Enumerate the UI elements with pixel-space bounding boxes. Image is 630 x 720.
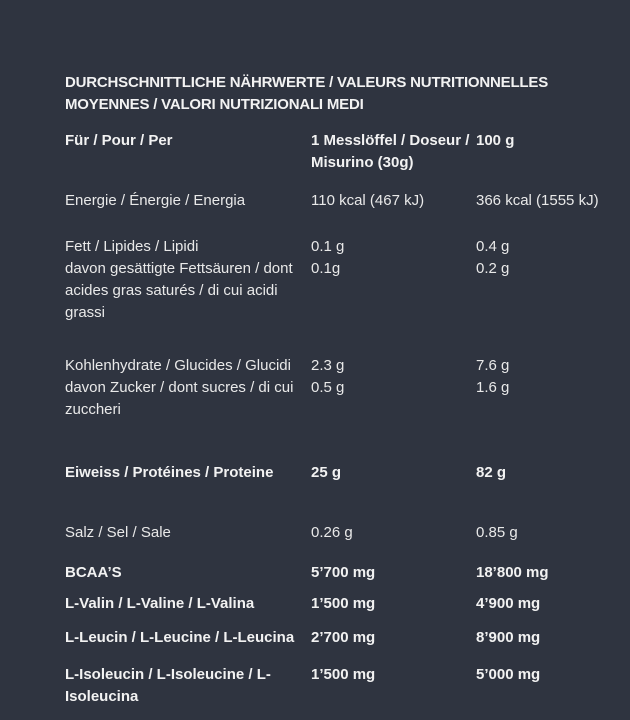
row-per-serving: 25 g: [311, 464, 342, 481]
header-label: Für / Pour / Per: [65, 132, 173, 149]
row-per-serving: 2’700 mg: [311, 629, 376, 646]
row-label: Eiweiss / Protéines / Proteine: [65, 464, 274, 481]
row-label: L-Isoleucin / L-Isoleucine / L-Isoleucina: [65, 666, 271, 705]
row-label: L-Valin / L-Valine / L-Valina: [65, 595, 255, 612]
header-per-100g: 100 g: [476, 132, 515, 149]
row-per-100g: 4’900 mg: [476, 595, 541, 612]
row-per-100g: 7.6 g: [476, 357, 510, 374]
row-per-serving: 1’500 mg: [311, 595, 376, 612]
row-per-serving: 0.1 g: [311, 238, 345, 255]
row-per-100g: 0.4 g: [476, 238, 510, 255]
row-label: BCAA’S: [65, 564, 122, 581]
row-per-100g: 1.6 g: [476, 379, 510, 396]
row-per-100g: 18’800 mg: [476, 564, 549, 581]
nutrition-title: DURCHSCHNITTLICHE NÄHRWERTE / VALEURS NUTRITIONNELLES MOYENNES / VALORI NUTRIZIONALI MEDI: [65, 74, 549, 113]
row-label: Fett / Lipides / Lipidi: [65, 238, 199, 255]
row-label: Kohlenhydrate / Glucides / Glucidi: [65, 357, 291, 374]
header-per-serving: 1 Messlöffel / Doseur / Misurino (30g): [311, 132, 470, 171]
row-label: davon gesättigte Fettsäuren / dont acides gras saturés / di cui acidi grassi: [65, 260, 293, 321]
row-per-100g: 5’000 mg: [476, 666, 541, 683]
row-per-100g: 0.2 g: [476, 260, 510, 277]
row-per-100g: 0.85 g: [476, 524, 518, 541]
row-per-serving: 0.26 g: [311, 524, 353, 541]
row-per-serving: 5’700 mg: [311, 564, 376, 581]
row-label: Salz / Sel / Sale: [65, 524, 171, 541]
row-per-serving: 110 kcal (467 kJ): [311, 192, 425, 209]
row-per-100g: 8’900 mg: [476, 629, 541, 646]
row-per-serving: 2.3 g: [311, 357, 345, 374]
row-label: L-Leucin / L-Leucine / L-Leucina: [65, 629, 295, 646]
row-per-serving: 1’500 mg: [311, 666, 376, 683]
row-per-serving: 0.1g: [311, 260, 341, 277]
row-per-100g: 82 g: [476, 464, 507, 481]
row-per-serving: 0.5 g: [311, 379, 345, 396]
row-label: Energie / Énergie / Energia: [65, 192, 246, 209]
row-per-100g: 366 kcal (1555 kJ): [476, 192, 599, 209]
row-label: davon Zucker / dont sucres / di cui zuccheri: [65, 379, 294, 418]
